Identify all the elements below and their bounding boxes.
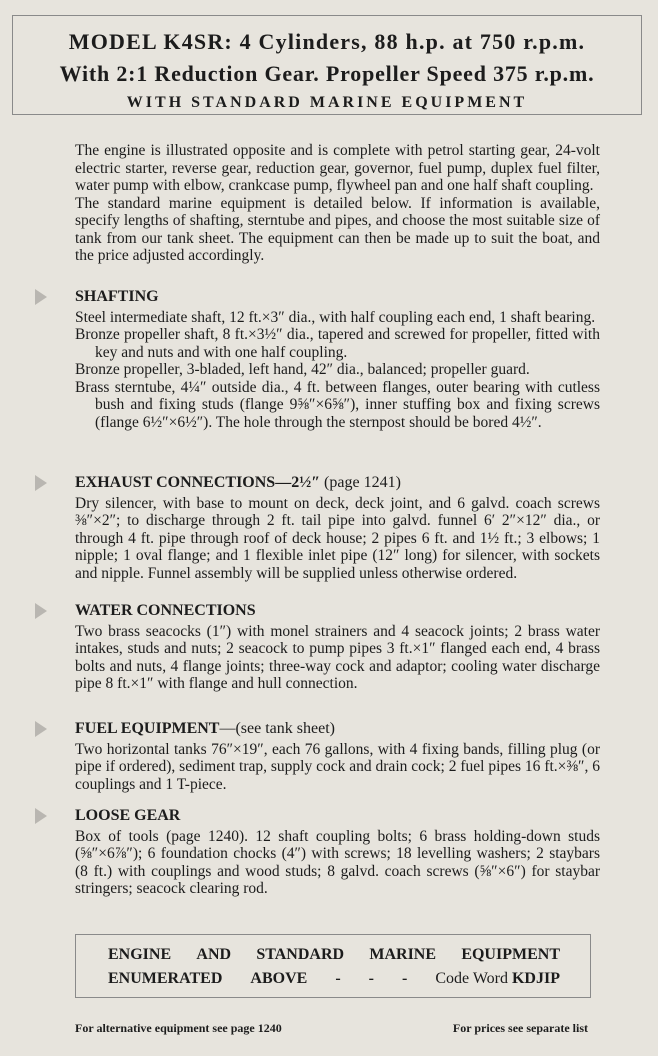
model-title: MODEL K4SR: 4 Cylinders, 88 h.p. at 750 r.p.m. <box>68 29 586 54</box>
code-box-word: STANDARD <box>256 946 345 963</box>
code-word-label: Code Word <box>435 970 508 987</box>
code-word-box <box>75 934 591 998</box>
section-text: Two brass seacocks (1″) with monel strainers and 4 seacock joints; 2 brass water intakes, studs and nuts; 2 seacock to pump pipes 3 ft.×1″ flanged each end, 4 brass bolts and nuts, 4 flange joints; three-way cock and adaptor; cooling water discharge pipe 8 ft.×1″ with flange and hull connection. <box>75 622 600 692</box>
loose-gear-section <box>75 807 600 898</box>
section-title-text: EXHAUST CONNECTIONS—2½″ <box>75 474 321 491</box>
water-section <box>75 602 600 693</box>
footer-alternative-equipment: For alternative equipment see page 1240 <box>75 1021 282 1035</box>
code-box-word: MARINE <box>369 946 437 963</box>
section-title <box>75 720 600 738</box>
list-item: Brass sterntube, 4¼″ outside dia., 4 ft. between flanges, outer bearing with cutless bush and fixing studs (flange 9⅝″×6⅝″), inner stuffing box and fixing screws (flange 6½″×6½″). The hole through the sternpost should be bored 4½″. <box>75 378 600 431</box>
section-title-text: FUEL EQUIPMENT <box>75 720 220 737</box>
dash-separator: - <box>368 970 374 987</box>
section-note: —(see tank sheet) <box>219 720 335 737</box>
footer-prices: For prices see separate list <box>452 1021 588 1035</box>
code-box-row <box>108 970 560 988</box>
exhaust-section <box>75 474 600 582</box>
intro-paragraph-1: The engine is illustrated opposite and is complete with petrol starting gear, 24-volt electric starter, reverse gear, reduction gear, governor, fuel pump, duplex fuel filter, water pump with elbow, crankcase pump, flywheel pan and one half shaft coupling. <box>75 142 600 194</box>
code-word-value: KDJIP <box>511 970 560 987</box>
intro-paragraph-2: The standard marine equipment is detailed below. If information is available, specify lengths of shafting, sterntube and pipes, and choose the most suitable size of tank from our tank sheet. The equipment can then be made up to suit the boat, and the price adjusted accordingly. <box>75 194 600 264</box>
list-item: Bronze propeller, 3-bladed, left hand, 42″ dia., balanced; propeller guard. <box>75 361 530 378</box>
model-header <box>12 15 642 115</box>
section-title: SHAFTING <box>75 288 159 305</box>
section-title <box>75 474 600 492</box>
arrow-marker-icon <box>35 808 47 824</box>
section-note: (page 1241) <box>320 474 401 491</box>
list-item: Bronze propeller shaft, 8 ft.×3½″ dia., tapered and screwed for propeller, fitted with key and nuts and with one half coupling. <box>75 326 600 361</box>
dash-separator: - <box>402 970 408 987</box>
code-box-word: AND <box>196 946 232 963</box>
code-box-row <box>108 946 560 964</box>
arrow-marker-icon <box>35 289 47 305</box>
standard-equipment-line: WITH STANDARD MARINE EQUIPMENT <box>126 94 528 111</box>
intro-text <box>75 142 600 265</box>
reduction-gear-line: With 2:1 Reduction Gear. Propeller Speed 375 r.p.m. <box>59 61 595 86</box>
code-box-word: ENGINE <box>108 946 172 963</box>
section-text: Two horizontal tanks 76″×19″, each 76 gallons, with 4 fixing bands, filling plug (or pipe if ordered), sediment trap, supply cock and drain cock; 2 fuel pipes 16 ft.×⅜″, 6 couplings and 1 T-piece. <box>75 740 600 793</box>
section-title: LOOSE GEAR <box>75 807 181 824</box>
code-word <box>435 970 560 988</box>
section-title: WATER CONNECTIONS <box>75 602 256 619</box>
code-box-word: ABOVE <box>250 970 308 987</box>
code-box-word: EQUIPMENT <box>461 946 560 963</box>
arrow-marker-icon <box>35 603 47 619</box>
code-box-word: ENUMERATED <box>108 970 223 987</box>
arrow-marker-icon <box>35 721 47 737</box>
dash-separator: - <box>335 970 341 987</box>
shafting-section <box>75 288 600 431</box>
fuel-section <box>75 720 600 793</box>
list-item: Steel intermediate shaft, 12 ft.×3″ dia., with half coupling each end, 1 shaft bearing. <box>75 308 596 326</box>
section-text: Dry silencer, with base to mount on deck, deck joint, and 6 galvd. coach screws ⅜″×2″; to discharge through 2 ft. tail pipe into galvd. funnel 6′ 2″×12″ dia., or through 4 ft. pipe through roof of deck house; 2 pipes 6 ft. and 1½ ft.; 3 elbows; 1 nipple; 1 oval flange; and 1 flexible inlet pipe (12″ long) for silencer, with sockets and nipple. Funnel assembly will be supplied unless otherwise ordered. <box>75 494 600 582</box>
arrow-marker-icon <box>35 475 47 491</box>
section-text: Box of tools (page 1240). 12 shaft coupling bolts; 6 brass holding-down studs (⅝″×6⅞″); 6 foundation chocks (4″) with screws; 18 levelling washers; 2 staybars (8 ft.) with couplings and wood studs; 8 galvd. coach screws (⅝″×6″) for staybar stringers; seacock clearing rod. <box>75 827 600 897</box>
